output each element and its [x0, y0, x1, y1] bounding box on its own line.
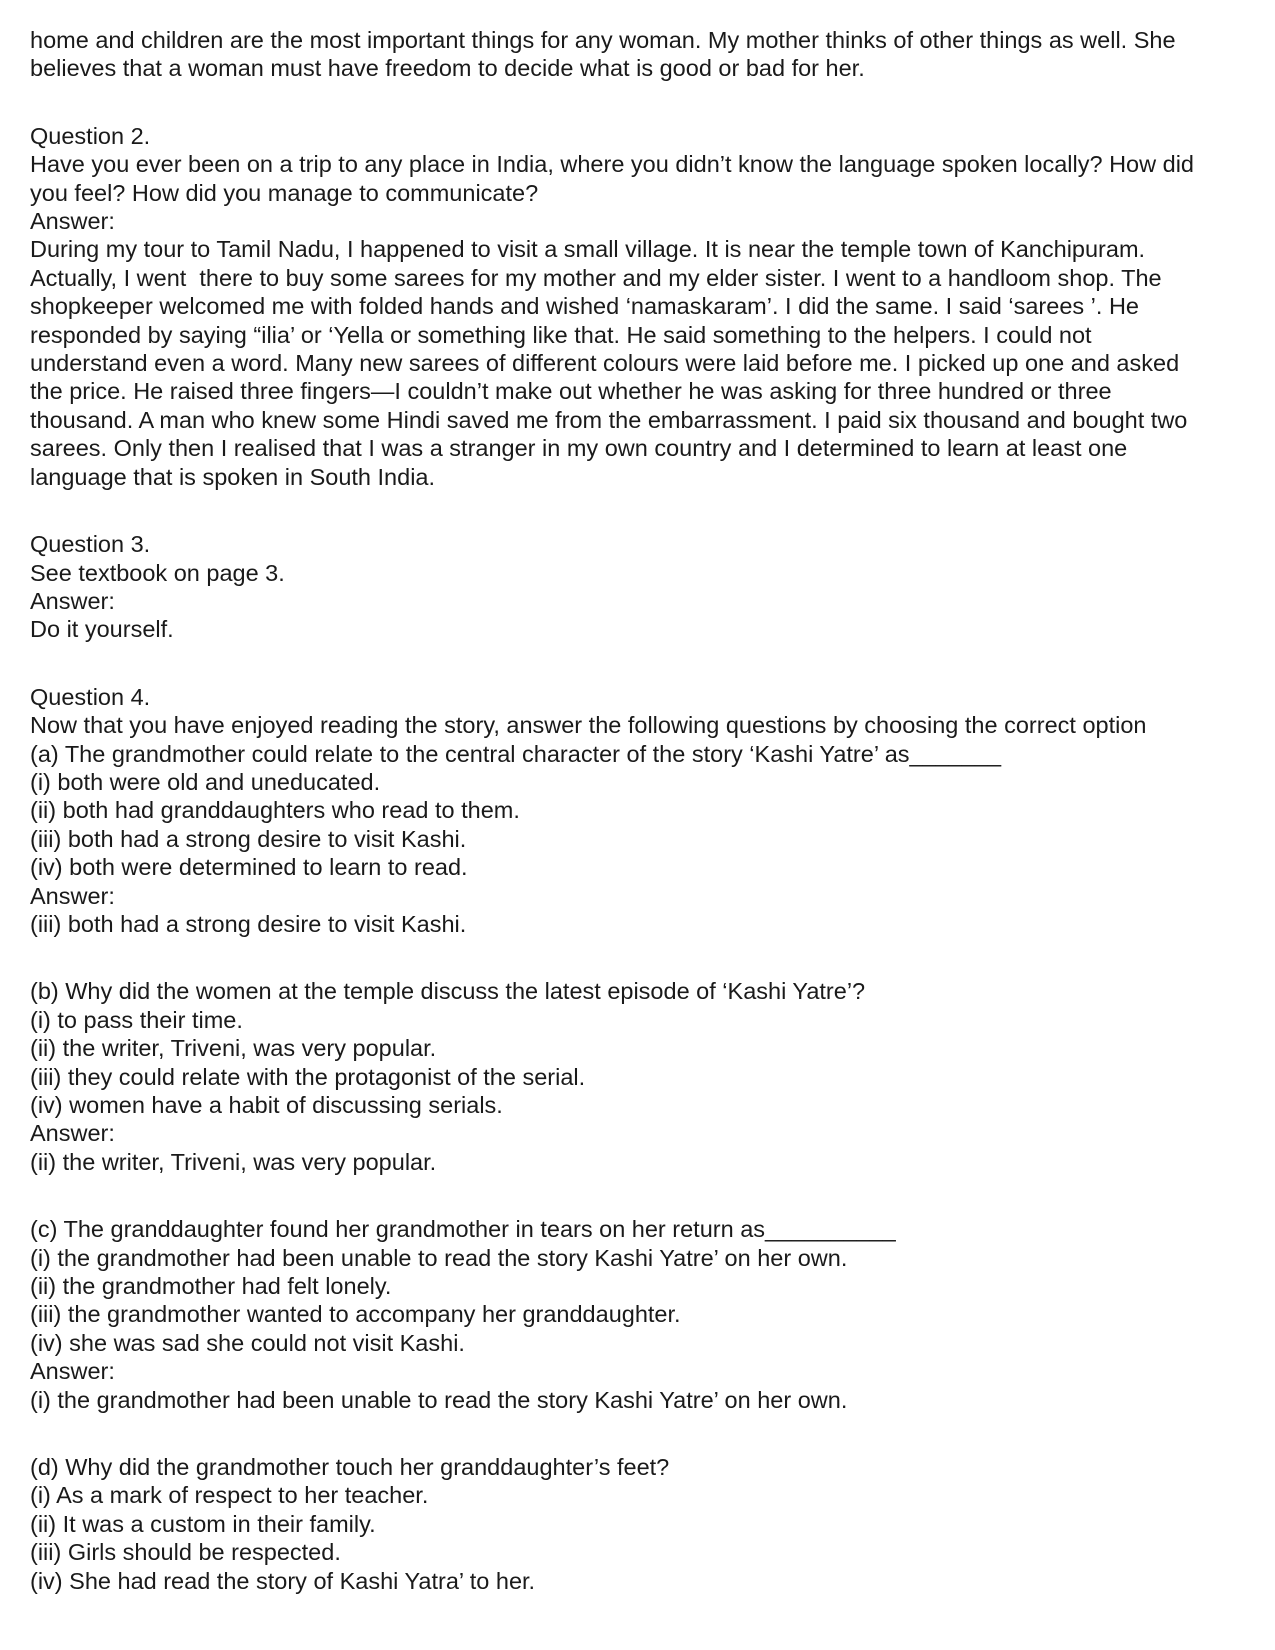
answer-text: (iii) both had a strong desire to visit Kashi.: [30, 910, 467, 937]
sub-question-text: (b) Why did the women at the temple discuss the latest episode of ‘Kashi Yatre’?: [30, 978, 866, 1005]
option-item: (iv) she was sad she could not visit Kashi.: [30, 1329, 465, 1356]
option-item: (ii) both had granddaughters who read to them.: [30, 797, 520, 824]
option-item: (iv) women have a habit of discussing serials.: [30, 1092, 503, 1118]
question-4-section: [30, 683, 1260, 1595]
question-3-section: [30, 530, 1260, 644]
answer-text: thousand. A man who knew some Hindi saved me from the embarrassment. I paid six thousand and bought two: [30, 406, 1188, 433]
question-heading: Question 2.: [30, 122, 151, 149]
option-item: (iv) She had read the story of Kashi Yatra’ to her.: [30, 1567, 536, 1594]
answer-text: During my tour to Tamil Nadu, I happened to visit a small village. It is near the temple town of Kanchipuram.: [30, 236, 1146, 263]
question-text: See textbook on page 3.: [30, 559, 285, 586]
option-item: (i) As a mark of respect to her teacher.: [30, 1482, 429, 1509]
answer-text: responded by saying “ilia’ or ‘Yella or something like that. He said something to the helpers. I could not: [30, 321, 1092, 348]
document-page: [30, 26, 1260, 1595]
option-item: (ii) the grandmother had felt lonely.: [30, 1273, 392, 1300]
text-line: home and children are the most important things for any woman. My mother thinks of other things as well. She: [30, 27, 1176, 53]
option-item: (iii) both had a strong desire to visit Kashi.: [30, 825, 467, 852]
answer-text: Actually, I went there to buy some sarees for my mother and my elder sister. I went to a handloom shop. The: [30, 264, 1162, 291]
sub-question-text: (a) The grandmother could relate to the central character of the story ‘Kashi Yatre’ as_______: [30, 740, 1002, 767]
question-heading: Question 4.: [30, 683, 151, 710]
intro-paragraph: [30, 26, 1260, 83]
sub-question-c: [30, 1215, 1260, 1414]
option-item: (iii) Girls should be respected.: [30, 1539, 341, 1566]
answer-label: Answer:: [30, 208, 115, 235]
answer-text: shopkeeper welcomed me with folded hands and wished ‘namaskaram’. I did the same. I said ‘sarees ’. He: [30, 293, 1139, 320]
option-item: (i) to pass their time.: [30, 1006, 243, 1033]
option-item: (iv) both were determined to learn to read.: [30, 854, 468, 881]
sub-question-text: (c) The granddaughter found her grandmother in tears on her return as__________: [30, 1216, 896, 1243]
answer-label: Answer:: [30, 1120, 115, 1147]
question-text: you feel? How did you manage to communicate?: [30, 179, 539, 206]
sub-question-text: (d) Why did the grandmother touch her granddaughter’s feet?: [30, 1454, 670, 1481]
option-item: (iii) they could relate with the protagonist of the serial.: [30, 1063, 586, 1090]
answer-text: sarees. Only then I realised that I was a stranger in my own country and I determined to learn at least one: [30, 435, 1128, 462]
answer-label: Answer:: [30, 587, 115, 614]
answer-label: Answer:: [30, 1358, 115, 1385]
answer-text: Do it yourself.: [30, 616, 174, 643]
text-line: believes that a woman must have freedom to decide what is good or bad for her.: [30, 55, 865, 82]
answer-label: Answer:: [30, 882, 115, 909]
sub-question-d: [30, 1453, 1260, 1595]
option-item: (i) both were old and uneducated.: [30, 768, 381, 795]
sub-question-a: [30, 740, 1260, 939]
question-2-section: [30, 122, 1260, 491]
option-item: (ii) It was a custom in their family.: [30, 1510, 376, 1537]
sub-question-b: [30, 977, 1260, 1176]
question-heading: Question 3.: [30, 531, 151, 558]
answer-text: understand even a word. Many new sarees of different colours were laid before me. I picked up one and asked: [30, 350, 1180, 377]
option-item: (i) the grandmother had been unable to read the story Kashi Yatre’ on her own.: [30, 1244, 848, 1271]
answer-text: (ii) the writer, Triveni, was very popular.: [30, 1148, 437, 1175]
question-text: Have you ever been on a trip to any place in India, where you didn’t know the language spoken locally? How did: [30, 151, 1194, 178]
option-item: (iii) the grandmother wanted to accompany her granddaughter.: [30, 1301, 681, 1328]
question-instruction: Now that you have enjoyed reading the story, answer the following questions by choosing the correct option: [30, 712, 1147, 739]
answer-text: language that is spoken in South India.: [30, 463, 436, 490]
answer-text: the price. He raised three fingers—I couldn’t make out whether he was asking for three hundred or three: [30, 378, 1112, 405]
option-item: (ii) the writer, Triveni, was very popular.: [30, 1035, 437, 1062]
answer-text: (i) the grandmother had been unable to read the story Kashi Yatre’ on her own.: [30, 1386, 848, 1413]
